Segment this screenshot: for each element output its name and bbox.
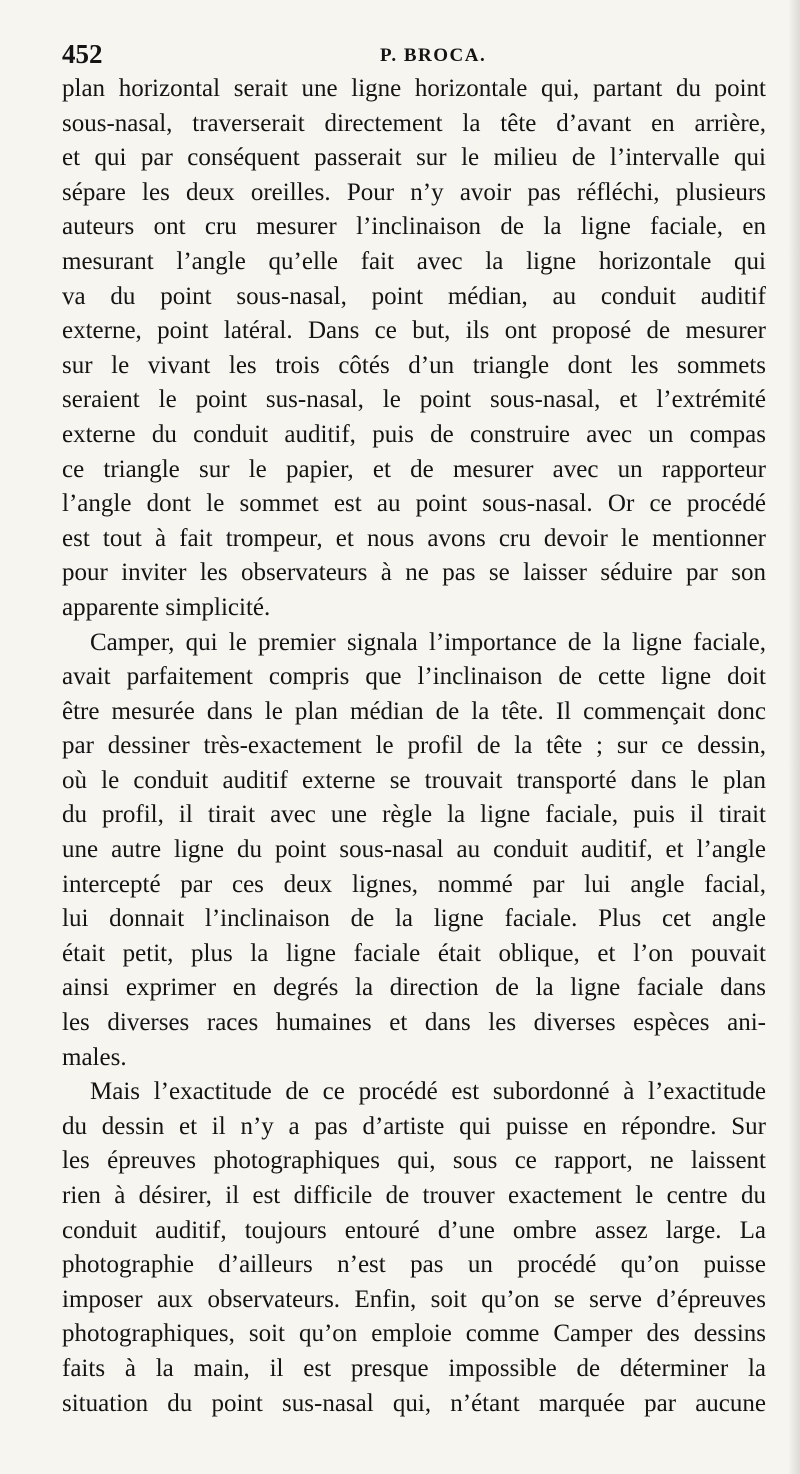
page-number: 452 bbox=[62, 39, 103, 69]
text-line: du profil, il tirait avec une règle la ligne faciale, puis il tirait bbox=[62, 801, 766, 829]
text-line: externe, point latéral. Dans ce but, ils ont proposé de mesurer bbox=[62, 317, 766, 345]
text-line: males. bbox=[62, 1043, 127, 1071]
text-line: auteurs ont cru mesurer l’inclinaison de la ligne faciale, en bbox=[62, 213, 766, 241]
text-line: photographiques, soit qu’on emploie comme Camper des dessins bbox=[62, 1320, 766, 1348]
text-line: intercepté par ces deux lignes, nommé par lui angle facial, bbox=[62, 870, 766, 898]
text-line: rien à désirer, il est difficile de trouver exactement le centre du bbox=[62, 1182, 766, 1209]
text-line: lui donnait l’inclinaison de la ligne faciale. Plus cet angle bbox=[62, 905, 766, 933]
text-line: avait parfaitement compris que l’inclinaison de cette ligne doit bbox=[62, 663, 766, 691]
text-line: l’angle dont le sommet est au point sous-nasal. Or ce procédé bbox=[62, 490, 766, 518]
text-line: va du point sous-nasal, point médian, au conduit auditif bbox=[62, 282, 766, 310]
text-line: faits à la main, il est presque impossible de déterminer la bbox=[62, 1354, 766, 1382]
text-line: mesurant l’angle qu’elle fait avec la ligne horizontale qui bbox=[62, 247, 766, 275]
text-line: était petit, plus la ligne faciale était oblique, et l’on pouvait bbox=[62, 939, 766, 967]
text-line: externe du conduit auditif, puis de construire avec un compas bbox=[62, 420, 766, 448]
text-line: plan horizontal serait une ligne horizontale qui, partant du point bbox=[62, 75, 766, 102]
text-line: par dessiner très-exactement le profil de la tête ; sur ce dessin, bbox=[62, 732, 766, 760]
text-line: où le conduit auditif externe se trouvait transporté dans le plan bbox=[62, 766, 766, 794]
text-line: sous-nasal, traverserait directement la tête d’avant en arrière, bbox=[62, 109, 766, 137]
text-line: conduit auditif, toujours entouré d’une ombre assez large. La bbox=[62, 1216, 766, 1244]
text-line: du dessin et il n’y a pas d’artiste qui puisse en répondre. Sur bbox=[62, 1112, 766, 1140]
text-line: apparente simplicité. bbox=[62, 593, 271, 621]
text-line: situation du point sus-nasal qui, n’étant marquée par aucune bbox=[62, 1389, 766, 1417]
paragraph bbox=[62, 72, 766, 626]
text-line: est tout à fait trompeur, et nous avons cru devoir le mentionner bbox=[62, 524, 766, 552]
text-line: les épreuves photographiques qui, sous ce rapport, ne laissent bbox=[62, 1147, 766, 1175]
text-line: seraient le point sus-nasal, le point sous-nasal, et l’extrémité bbox=[62, 386, 766, 414]
running-head: P. BROCA. bbox=[380, 45, 487, 66]
text-line: ce triangle sur le papier, et de mesurer avec un rapporteur bbox=[62, 455, 766, 483]
text-line: sur le vivant les trois côtés d’un triangle dont les sommets bbox=[62, 351, 766, 379]
paragraph bbox=[62, 1075, 766, 1421]
text-line: être mesurée dans le plan médian de la tête. Il commençait donc bbox=[62, 697, 766, 725]
text-line: Camper, qui le premier signala l’importance de la ligne faciale, bbox=[90, 628, 766, 656]
text-line: les diverses races humaines et dans les diverses espèces ani- bbox=[62, 1009, 766, 1037]
text-line: sépare les deux oreilles. Pour n’y avoir pas réfléchi, plusieurs bbox=[62, 178, 766, 206]
text-line: imposer aux observateurs. Enfin, soit qu’on se serve d’épreuves bbox=[62, 1285, 766, 1313]
text-line: photographie d’ailleurs n’est pas un procédé qu’on puisse bbox=[62, 1251, 766, 1279]
text-line: et qui par conséquent passerait sur le milieu de l’intervalle qui bbox=[62, 144, 766, 172]
text-line: Mais l’exactitude de ce procédé est subordonné à l’exactitude bbox=[90, 1078, 766, 1106]
text-line: ainsi exprimer en degrés la direction de la ligne faciale dans bbox=[62, 974, 766, 1002]
body-text bbox=[62, 72, 766, 1421]
text-line: pour inviter les observateurs à ne pas se laisser séduire par son bbox=[62, 559, 766, 587]
paragraph bbox=[62, 626, 766, 1076]
page-edge-shadow bbox=[788, 0, 800, 1474]
text-line: une autre ligne du point sous-nasal au conduit auditif, et l’angle bbox=[62, 836, 766, 864]
